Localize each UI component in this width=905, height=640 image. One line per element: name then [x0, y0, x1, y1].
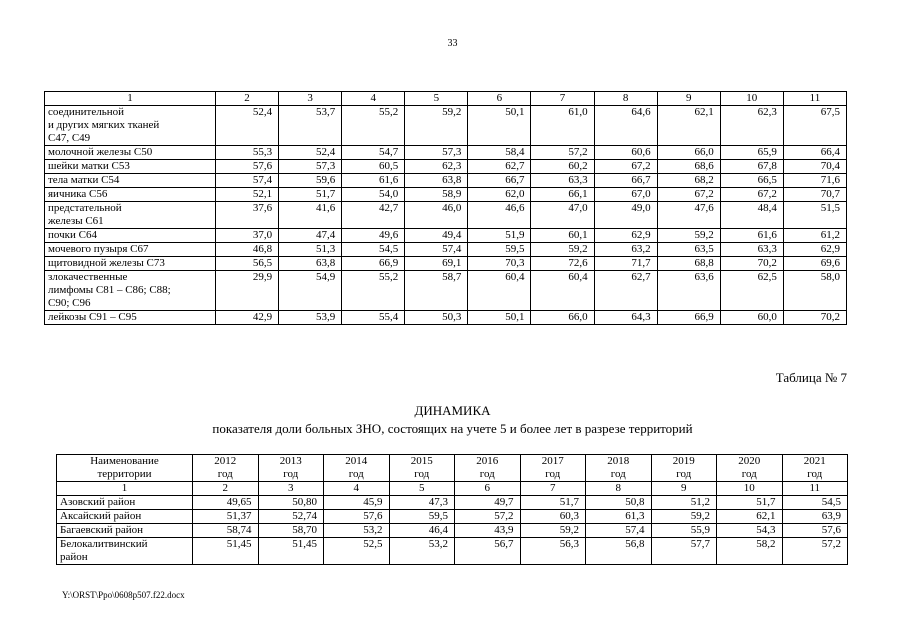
- value-cell: 54,3: [717, 524, 783, 538]
- value-cell: 45,9: [324, 496, 390, 510]
- value-cell: 57,2: [782, 538, 848, 565]
- value-cell: 59,2: [520, 524, 586, 538]
- column-number: 4: [342, 92, 405, 106]
- value-cell: 57,4: [405, 243, 468, 257]
- year-header: 2017 год: [520, 455, 586, 482]
- value-cell: 69,6: [783, 257, 846, 271]
- row-label: соединительной и других мягких тканей С47, С49: [45, 106, 216, 146]
- table-header-row: [45, 92, 847, 106]
- value-cell: 65,9: [720, 146, 783, 160]
- table-row: [45, 188, 847, 202]
- value-cell: 50,1: [468, 311, 531, 325]
- year-header: 2019 год: [651, 455, 717, 482]
- territory-name: Багаевский район: [57, 524, 193, 538]
- column-number: 9: [651, 482, 717, 496]
- value-cell: 59,2: [405, 106, 468, 146]
- value-cell: 54,7: [342, 146, 405, 160]
- value-cell: 42,9: [216, 311, 279, 325]
- value-cell: 60,1: [531, 229, 594, 243]
- value-cell: 70,4: [783, 160, 846, 174]
- value-cell: 47,4: [279, 229, 342, 243]
- value-cell: 55,9: [651, 524, 717, 538]
- table-row: [57, 524, 848, 538]
- value-cell: 49,4: [405, 229, 468, 243]
- column-number: 7: [531, 92, 594, 106]
- table-row: [45, 243, 847, 257]
- value-cell: 52,1: [216, 188, 279, 202]
- value-cell: 52,4: [279, 146, 342, 160]
- column-number-row: [57, 482, 848, 496]
- value-cell: 58,4: [468, 146, 531, 160]
- value-cell: 70,2: [783, 311, 846, 325]
- value-cell: 66,0: [657, 146, 720, 160]
- value-cell: 48,4: [720, 202, 783, 229]
- column-number: 10: [720, 92, 783, 106]
- value-cell: 57,3: [405, 146, 468, 160]
- value-cell: 55,4: [342, 311, 405, 325]
- value-cell: 53,9: [279, 311, 342, 325]
- value-cell: 68,2: [657, 174, 720, 188]
- value-cell: 66,1: [531, 188, 594, 202]
- value-cell: 54,0: [342, 188, 405, 202]
- territory-name: Белокалитвинский район: [57, 538, 193, 565]
- table-row: [45, 202, 847, 229]
- table-row: [57, 510, 848, 524]
- year-header: 2012 год: [193, 455, 259, 482]
- value-cell: 62,3: [720, 106, 783, 146]
- value-cell: 62,7: [468, 160, 531, 174]
- value-cell: 67,2: [594, 160, 657, 174]
- value-cell: 43,9: [455, 524, 521, 538]
- value-cell: 66,7: [468, 174, 531, 188]
- column-number: 8: [594, 92, 657, 106]
- value-cell: 47,6: [657, 202, 720, 229]
- survival-rates-table: [44, 91, 847, 325]
- value-cell: 52,74: [258, 510, 324, 524]
- year-header: 2021 год: [782, 455, 848, 482]
- value-cell: 58,74: [193, 524, 259, 538]
- value-cell: 70,7: [783, 188, 846, 202]
- year-header: 2015 год: [389, 455, 455, 482]
- value-cell: 60,5: [342, 160, 405, 174]
- value-cell: 59,6: [279, 174, 342, 188]
- value-cell: 54,5: [782, 496, 848, 510]
- value-cell: 61,2: [783, 229, 846, 243]
- value-cell: 37,0: [216, 229, 279, 243]
- value-cell: 55,2: [342, 106, 405, 146]
- value-cell: 70,2: [720, 257, 783, 271]
- value-cell: 63,3: [720, 243, 783, 257]
- value-cell: 46,8: [216, 243, 279, 257]
- value-cell: 60,6: [594, 146, 657, 160]
- value-cell: 50,8: [586, 496, 652, 510]
- value-cell: 61,6: [720, 229, 783, 243]
- value-cell: 42,7: [342, 202, 405, 229]
- year-header: 2016 год: [455, 455, 521, 482]
- value-cell: 61,0: [531, 106, 594, 146]
- row-label: тела матки С54: [45, 174, 216, 188]
- value-cell: 51,7: [520, 496, 586, 510]
- value-cell: 55,3: [216, 146, 279, 160]
- column-number: 1: [45, 92, 216, 106]
- value-cell: 56,7: [455, 538, 521, 565]
- value-cell: 59,2: [657, 229, 720, 243]
- value-cell: 67,2: [720, 188, 783, 202]
- value-cell: 68,8: [657, 257, 720, 271]
- column-number: 1: [57, 482, 193, 496]
- year-header: 2014 год: [324, 455, 390, 482]
- row-label: мочевого пузыря С67: [45, 243, 216, 257]
- value-cell: 57,7: [651, 538, 717, 565]
- value-cell: 68,6: [657, 160, 720, 174]
- value-cell: 58,70: [258, 524, 324, 538]
- file-path: Y:\ORST\Ppo\0608p507.f22.docx: [62, 590, 185, 600]
- table-row: [57, 538, 848, 565]
- table-row: [57, 496, 848, 510]
- value-cell: 56,8: [586, 538, 652, 565]
- value-cell: 62,9: [594, 229, 657, 243]
- value-cell: 59,5: [468, 243, 531, 257]
- value-cell: 59,2: [531, 243, 594, 257]
- value-cell: 51,7: [279, 188, 342, 202]
- value-cell: 63,8: [279, 257, 342, 271]
- row-label: шейки матки С53: [45, 160, 216, 174]
- value-cell: 46,4: [389, 524, 455, 538]
- value-cell: 66,7: [594, 174, 657, 188]
- value-cell: 63,5: [657, 243, 720, 257]
- value-cell: 54,9: [279, 271, 342, 311]
- value-cell: 57,3: [279, 160, 342, 174]
- value-cell: 49,6: [342, 229, 405, 243]
- year-header: 2018 год: [586, 455, 652, 482]
- value-cell: 66,9: [342, 257, 405, 271]
- column-number: 3: [258, 482, 324, 496]
- value-cell: 50,3: [405, 311, 468, 325]
- value-cell: 59,5: [389, 510, 455, 524]
- value-cell: 62,5: [720, 271, 783, 311]
- value-cell: 47,0: [531, 202, 594, 229]
- value-cell: 51,5: [783, 202, 846, 229]
- row-label: предстательной железы С61: [45, 202, 216, 229]
- value-cell: 64,6: [594, 106, 657, 146]
- value-cell: 63,3: [531, 174, 594, 188]
- table-subtitle: показателя доли больных ЗНО, состоящих на учете 5 и более лет в разрезе территорий: [212, 421, 693, 436]
- value-cell: 62,7: [594, 271, 657, 311]
- value-cell: 49,7: [455, 496, 521, 510]
- table-row: [45, 229, 847, 243]
- value-cell: 51,45: [193, 538, 259, 565]
- column-number: 9: [657, 92, 720, 106]
- table-row: [45, 160, 847, 174]
- value-cell: 59,2: [651, 510, 717, 524]
- value-cell: 56,5: [216, 257, 279, 271]
- column-number: 2: [193, 482, 259, 496]
- value-cell: 46,0: [405, 202, 468, 229]
- column-number: 2: [216, 92, 279, 106]
- territory-name: Аксайский район: [57, 510, 193, 524]
- row-label: лейкозы С91 – С95: [45, 311, 216, 325]
- territory-dynamics-table: [56, 454, 848, 565]
- value-cell: 51,2: [651, 496, 717, 510]
- value-cell: 63,6: [657, 271, 720, 311]
- table-caption: Таблица № 7: [775, 370, 847, 385]
- value-cell: 62,9: [783, 243, 846, 257]
- column-number: 11: [783, 92, 846, 106]
- value-cell: 60,2: [531, 160, 594, 174]
- value-cell: 60,4: [468, 271, 531, 311]
- value-cell: 57,6: [324, 510, 390, 524]
- value-cell: 54,5: [342, 243, 405, 257]
- row-label: яичника С56: [45, 188, 216, 202]
- value-cell: 57,2: [531, 146, 594, 160]
- page-number: 33: [447, 38, 458, 49]
- value-cell: 67,0: [594, 188, 657, 202]
- column-header: Наименование территории: [57, 455, 193, 482]
- value-cell: 58,9: [405, 188, 468, 202]
- table-row: [45, 174, 847, 188]
- value-cell: 71,7: [594, 257, 657, 271]
- value-cell: 58,2: [717, 538, 783, 565]
- value-cell: 60,4: [531, 271, 594, 311]
- table-title: ДИНАМИКА: [414, 403, 491, 418]
- value-cell: 67,5: [783, 106, 846, 146]
- row-label: щитовидной железы С73: [45, 257, 216, 271]
- value-cell: 60,0: [720, 311, 783, 325]
- value-cell: 52,4: [216, 106, 279, 146]
- value-cell: 71,6: [783, 174, 846, 188]
- value-cell: 58,7: [405, 271, 468, 311]
- value-cell: 63,9: [782, 510, 848, 524]
- value-cell: 58,0: [783, 271, 846, 311]
- table-row: [45, 146, 847, 160]
- row-label: молочной железы С50: [45, 146, 216, 160]
- value-cell: 51,3: [279, 243, 342, 257]
- value-cell: 57,4: [586, 524, 652, 538]
- territory-name: Азовский район: [57, 496, 193, 510]
- value-cell: 47,3: [389, 496, 455, 510]
- year-header: 2013 год: [258, 455, 324, 482]
- value-cell: 62,0: [468, 188, 531, 202]
- value-cell: 61,3: [586, 510, 652, 524]
- value-cell: 66,4: [783, 146, 846, 160]
- value-cell: 69,1: [405, 257, 468, 271]
- row-label: злокачественные лимфомы С81 – С86; С88; С90; С96: [45, 271, 216, 311]
- value-cell: 53,2: [389, 538, 455, 565]
- column-number: 3: [279, 92, 342, 106]
- value-cell: 37,6: [216, 202, 279, 229]
- column-number: 6: [468, 92, 531, 106]
- column-number: 5: [405, 92, 468, 106]
- table-row: [45, 106, 847, 146]
- value-cell: 51,7: [717, 496, 783, 510]
- value-cell: 63,2: [594, 243, 657, 257]
- column-number: 6: [455, 482, 521, 496]
- value-cell: 49,65: [193, 496, 259, 510]
- value-cell: 60,3: [520, 510, 586, 524]
- value-cell: 61,6: [342, 174, 405, 188]
- value-cell: 57,6: [782, 524, 848, 538]
- value-cell: 56,3: [520, 538, 586, 565]
- value-cell: 46,6: [468, 202, 531, 229]
- column-number: 10: [717, 482, 783, 496]
- value-cell: 50,80: [258, 496, 324, 510]
- value-cell: 67,8: [720, 160, 783, 174]
- row-label: почки С64: [45, 229, 216, 243]
- column-number: 8: [586, 482, 652, 496]
- column-number: 11: [782, 482, 848, 496]
- column-number: 4: [324, 482, 390, 496]
- value-cell: 67,2: [657, 188, 720, 202]
- value-cell: 62,1: [657, 106, 720, 146]
- value-cell: 57,6: [216, 160, 279, 174]
- value-cell: 57,2: [455, 510, 521, 524]
- value-cell: 50,1: [468, 106, 531, 146]
- value-cell: 55,2: [342, 271, 405, 311]
- value-cell: 64,3: [594, 311, 657, 325]
- value-cell: 51,37: [193, 510, 259, 524]
- year-header: 2020 год: [717, 455, 783, 482]
- value-cell: 53,7: [279, 106, 342, 146]
- column-number: 5: [389, 482, 455, 496]
- value-cell: 63,8: [405, 174, 468, 188]
- value-cell: 29,9: [216, 271, 279, 311]
- table-header-row: [57, 455, 848, 482]
- value-cell: 51,45: [258, 538, 324, 565]
- value-cell: 70,3: [468, 257, 531, 271]
- value-cell: 72,6: [531, 257, 594, 271]
- value-cell: 66,0: [531, 311, 594, 325]
- value-cell: 62,3: [405, 160, 468, 174]
- value-cell: 66,9: [657, 311, 720, 325]
- value-cell: 41,6: [279, 202, 342, 229]
- table-row: [45, 257, 847, 271]
- table-row: [45, 311, 847, 325]
- value-cell: 53,2: [324, 524, 390, 538]
- value-cell: 62,1: [717, 510, 783, 524]
- value-cell: 52,5: [324, 538, 390, 565]
- column-number: 7: [520, 482, 586, 496]
- value-cell: 57,4: [216, 174, 279, 188]
- table-row: [45, 271, 847, 311]
- value-cell: 66,5: [720, 174, 783, 188]
- value-cell: 49,0: [594, 202, 657, 229]
- value-cell: 51,9: [468, 229, 531, 243]
